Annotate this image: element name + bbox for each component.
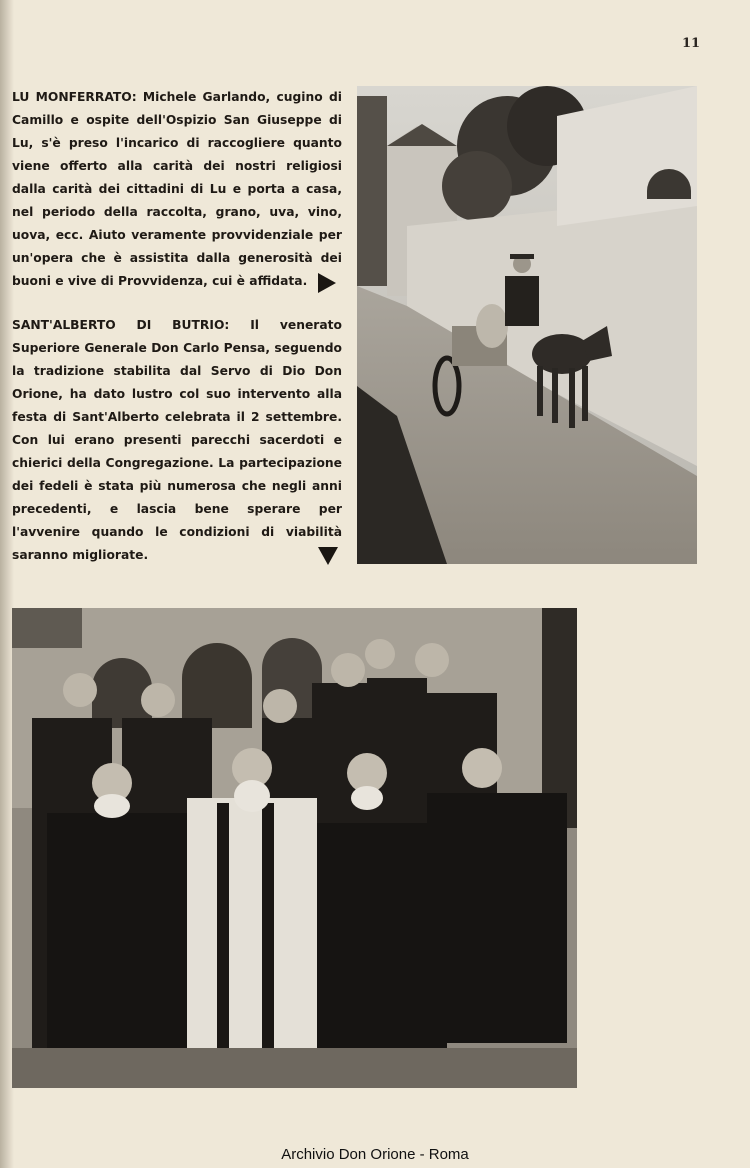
archive-footer: Archivio Don Orione - Roma	[281, 1146, 469, 1163]
article-body: Il venerato Superiore Generale Don Carlo Pensa, seguendo la tradizione stabilita dal Servo di Dio Don Orione, ha dato lustro col suo intervento alla festa di Sant'Alberto celebrata il 2 settembre. Con lui erano presenti parecchi sacerdoti e chierici della Congregazione. La partecipazione dei fedeli è stata più numerosa che negli anni precedenti, e lascia bene sperare per l'avvenire quando le condizioni di viabilità saranno migliorate.	[12, 318, 342, 562]
article-sant-alberto	[12, 314, 342, 567]
page-number: 11	[682, 36, 701, 51]
arrow-right-icon	[318, 273, 336, 293]
arrow-down-icon	[318, 547, 338, 565]
photo-clergy-group	[12, 608, 577, 1088]
photo-donkey-cart	[357, 86, 697, 564]
article-body: Michele Garlando, cugino di Camillo e ospite dell'Ospizio San Giuseppe di Lu, s'è preso l'incarico di raccogliere quanto viene offerto alla carità dei nostri religiosi dalla carità dei cittadini di Lu e porta a casa, nel periodo della raccolta, grano, uva, vino, uova, ecc. Aiuto veramente provvidenziale per un'opera che è assistita dalla generosità dei buoni e vive di Provvidenza, cui è affidata.	[12, 90, 342, 288]
article-heading: SANT'ALBERTO DI BUTRIO:	[12, 318, 230, 332]
article-heading: LU MONFERRATO:	[12, 90, 137, 104]
article-lu-monferrato	[12, 86, 342, 293]
